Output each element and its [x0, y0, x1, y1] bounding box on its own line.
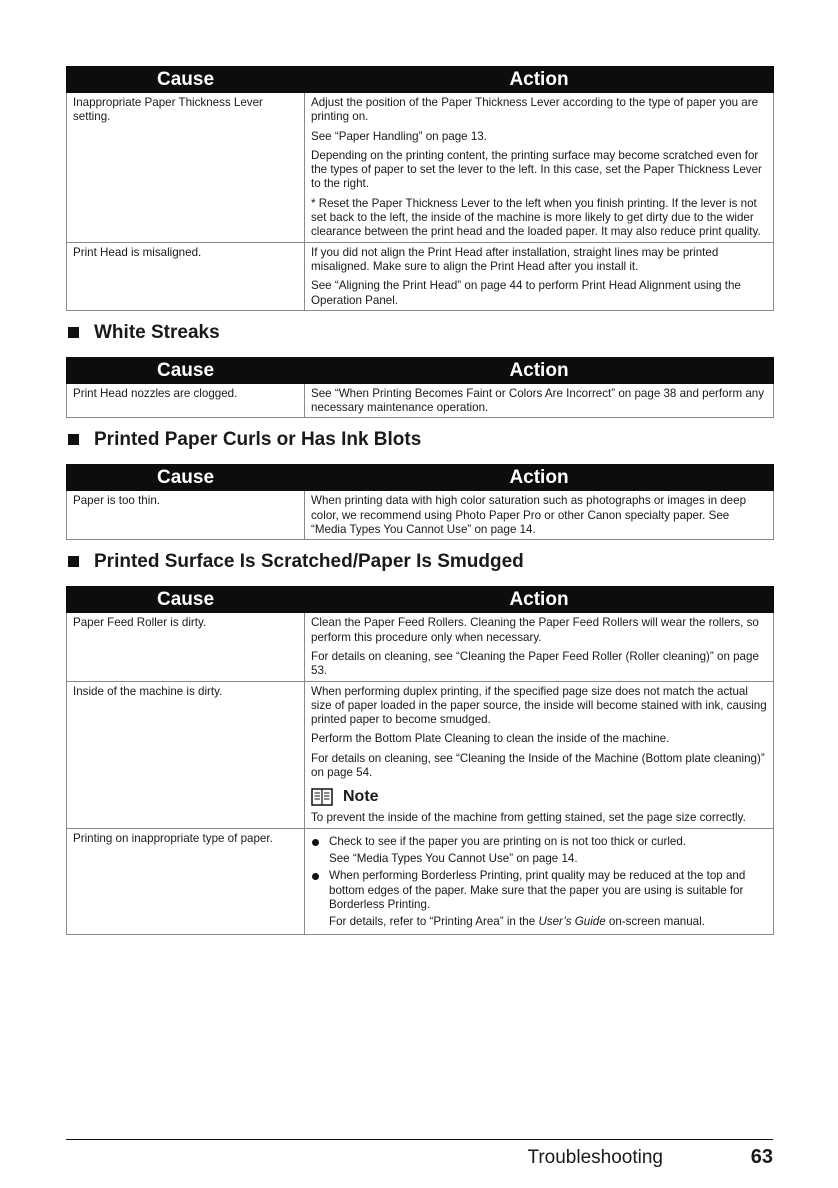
bullet-subtext: See “Media Types You Cannot Use” on page 14. [329, 851, 578, 865]
bullet-list [311, 835, 767, 930]
square-bullet-icon [68, 434, 79, 445]
troubleshooting-table-scratched [66, 586, 774, 935]
action-text: Depending on the printing content, the printing surface may become scratched even for the types of paper to set the lever to the left. In this case, set the Paper Thickness Lever to the right. [311, 148, 762, 191]
section-title: White Streaks [94, 321, 220, 343]
table-row [67, 613, 774, 681]
cause-cell: Paper Feed Roller is dirty. [67, 613, 305, 681]
cause-cell: Printing on inappropriate type of paper. [67, 828, 305, 935]
action-cell [305, 681, 774, 828]
action-header: Action [305, 587, 774, 613]
action-text: See “Paper Handling” on page 13. [311, 129, 487, 143]
cause-cell: Paper is too thin. [67, 491, 305, 540]
action-text: Clean the Paper Feed Rollers. Cleaning the Paper Feed Rollers will wear the rollers, so perform this procedure only when necessary. [311, 616, 759, 644]
action-cell [305, 828, 774, 935]
cause-cell: Print Head is misaligned. [67, 242, 305, 310]
action-text: If you did not align the Print Head after installation, straight lines may be printed misaligned. Make sure to align the Print Head after you install it. [311, 245, 719, 273]
table-row [67, 681, 774, 828]
bullet-text: Check to see if the paper you are printing on is not too thick or curled. [329, 834, 687, 848]
note-heading [311, 788, 767, 806]
troubleshooting-table-1 [66, 66, 774, 311]
action-text: * Reset the Paper Thickness Lever to the left when you finish printing. If the lever is not set back to the left, the inside of the machine is more likely to get dirty due to the wider clearance between the print head and the loaded paper. It may also reduce print quality. [311, 196, 761, 239]
note-text: To prevent the inside of the machine from getting stained, set the page size correctly. [311, 811, 746, 825]
table-row [67, 491, 774, 540]
action-cell [305, 93, 774, 243]
table-header-row [67, 67, 774, 93]
note-title: Note [343, 788, 379, 806]
subtext-pre: For details, refer to “Printing Area” in the [329, 915, 539, 929]
action-cell [305, 242, 774, 310]
troubleshooting-table-white-streaks [66, 357, 774, 419]
action-text: For details on cleaning, see “Cleaning the Paper Feed Roller (Roller cleaning)” on page 53. [311, 649, 759, 678]
table-header-row [67, 357, 774, 383]
section-heading-white-streaks [66, 321, 773, 344]
page-footer [66, 1139, 773, 1168]
action-cell [305, 491, 774, 540]
table-row [67, 242, 774, 310]
square-bullet-icon [68, 556, 79, 567]
page-number: 63 [750, 1146, 773, 1168]
bullet-subtext [329, 915, 767, 929]
table-row [67, 93, 774, 243]
table-header-row [67, 587, 774, 613]
note-icon [311, 788, 333, 806]
section-heading-curls [66, 428, 773, 451]
bullet-text: When performing Borderless Printing, print quality may be reduced at the top and bottom edges of the paper. Make sure that the paper you are using is suitable for Borderless Printing. [329, 869, 746, 911]
table-header-row [67, 465, 774, 491]
section-title: Printed Surface Is Scratched/Paper Is Smudged [94, 551, 524, 573]
table-row [67, 828, 774, 935]
action-text: When printing data with high color saturation such as photographs or images in deep color, we recommend using Photo Paper Pro or other Canon specialty paper. See “Media Types You Cannot Use” on page 14. [311, 494, 747, 537]
square-bullet-icon [68, 327, 79, 338]
cause-header: Cause [67, 587, 305, 613]
table-row [67, 383, 774, 418]
subtext-post: on-screen manual. [605, 915, 705, 929]
cause-cell: Print Head nozzles are clogged. [67, 383, 305, 418]
cause-cell: Inappropriate Paper Thickness Lever setting. [67, 93, 305, 243]
cause-header: Cause [67, 67, 305, 93]
action-text: Adjust the position of the Paper Thickness Lever according to the type of paper you are printing on. [311, 96, 759, 124]
bullet-dot-icon [312, 873, 319, 880]
bullet-dot-icon [312, 839, 319, 846]
list-item [311, 869, 767, 929]
section-heading-scratched [66, 550, 773, 573]
troubleshooting-table-curls [66, 464, 774, 540]
list-item [311, 835, 767, 867]
action-text: Perform the Bottom Plate Cleaning to clean the inside of the machine. [311, 732, 670, 746]
cause-header: Cause [67, 465, 305, 491]
page-content [66, 66, 773, 935]
action-text: For details on cleaning, see “Cleaning the Inside of the Machine (Bottom plate cleaning)” on page 54. [311, 751, 765, 780]
cause-cell: Inside of the machine is dirty. [67, 681, 305, 828]
section-title: Printed Paper Curls or Has Ink Blots [94, 429, 422, 451]
action-cell [305, 613, 774, 681]
action-header: Action [305, 357, 774, 383]
action-text: See “Aligning the Print Head” on page 44 to perform Print Head Alignment using the Operation Panel. [311, 279, 741, 307]
users-guide-title: User’s Guide [538, 915, 606, 929]
cause-header: Cause [67, 357, 305, 383]
action-text: See “When Printing Becomes Faint or Colors Are Incorrect” on page 38 and perform any necessary maintenance operation. [311, 386, 765, 415]
action-cell [305, 383, 774, 418]
action-header: Action [305, 67, 774, 93]
footer-title: Troubleshooting [527, 1147, 663, 1168]
action-text: When performing duplex printing, if the specified page size does not match the actual size of paper loaded in the paper source, the inside will become stained with ink, causing printed paper to become smudged. [311, 684, 767, 727]
action-header: Action [305, 465, 774, 491]
